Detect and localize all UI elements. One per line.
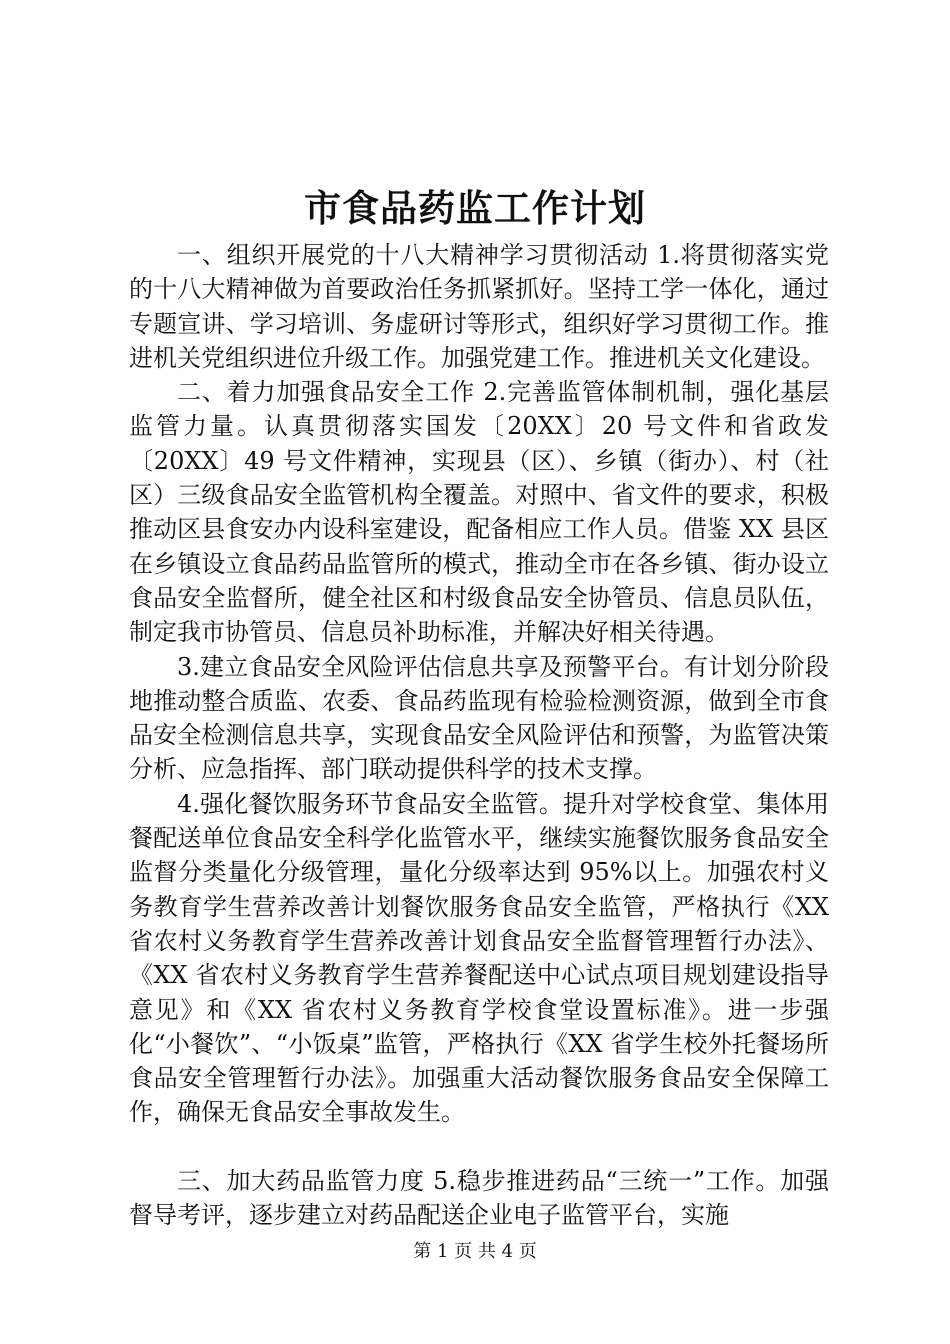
paragraph-4: 4.强化餐饮服务环节食品安全监管。提升对学校食堂、集体用餐配送单位食品安全科学化监管水平，继续实施餐饮服务食品安全监督分类量化分级管理，量化分级率达到 95%以上。加强农村义务教育学生营养改善计划餐饮服务食品安全监管，严格执行《XX 省农村义务教育学生营养改善计划食品安全监督管理暂行办法》、《XX 省农村义务教育学生营养餐配送中心试点项目规划建设指导意见》和《XX 省农村义务教育学校食堂设置标准》。进一步强化“小餐饮”、“小饭桌”监管，严格执行《XX 省学生校外托餐场所食品安全管理暂行办法》。加强重大活动餐饮服务食品安全保障工作，确保无食品安全事故发生。 bbox=[129, 789, 829, 1127]
paragraph-5: 三、加大药品监管力度 5.稳步推进药品“三统一”工作。加强督导考评，逐步建立对药品配送企业电子监管平台，实施 bbox=[129, 1166, 829, 1230]
document-body bbox=[129, 238, 829, 1232]
paragraph-1: 一、组织开展党的十八大精神学习贯彻活动 1.将贯彻落实党的十八大精神做为首要政治任务抓紧抓好。坚持工学一体化，通过专题宣讲、学习培训、务虚研讨等形式，组织好学习贯彻工作。推进机关党组织进位升级工作。加强党建工作。推进机关文化建设。 bbox=[129, 241, 829, 372]
paragraph-2: 二、着力加强食品安全工作 2.完善监管体制机制，强化基层监管力量。认真贯彻落实国发〔20XX〕20 号文件和省政发〔20XX〕49 号文件精神，实现县（区）、乡镇（街办）、村（社区）三级食品安全监管机构全覆盖。对照中、省文件的要求，积极推动区县食安办内设科室建设，配备相应工作人员。借鉴 XX 县区在乡镇设立食品药品监管所的模式，推动全市在各乡镇、街办设立食品安全监督所，健全社区和村级食品安全协管员、信息员队伍，制定我市协管员、信息员补助标准，并解决好相关待遇。 bbox=[129, 378, 829, 647]
page-footer: 第 1 页 共 4 页 bbox=[413, 1241, 537, 1262]
document-title: 市食品药监工作计划 bbox=[304, 186, 646, 230]
paragraph-3: 3.建立食品安全风险评估信息共享及预警平台。有计划分阶段地推动整合质监、农委、食品药监现有检验检测资源，做到全市食品安全检测信息共享，实现食品安全风险评估和预警，为监管决策分析、应急指挥、部门联动提供科学的技术支撑。 bbox=[129, 652, 829, 784]
